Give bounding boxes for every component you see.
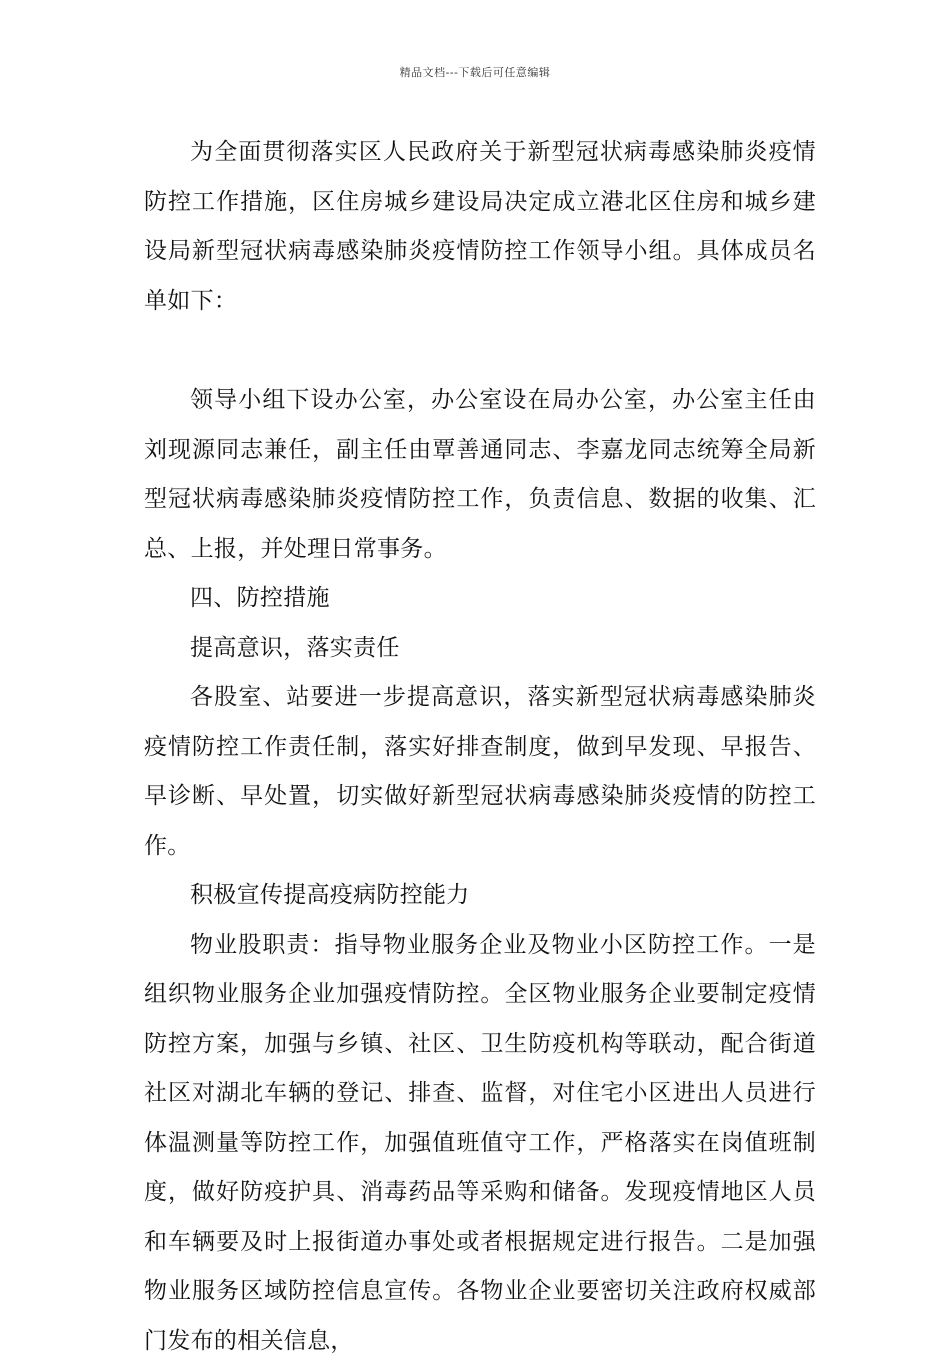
subheading-publicity: 积极宣传提高疫病防控能力 [144, 871, 816, 921]
paragraph-office: 领导小组下设办公室，办公室设在局办公室，办公室主任由刘现源同志兼任，副主任由覃善通同志、李嘉龙同志统筹全局新型冠状病毒感染肺炎疫情防控工作，负责信息、数据的收集、汇总、上报，并处理日常事务。 [144, 376, 816, 574]
page-header: 精品文档---下载后可任意编辑 [0, 64, 950, 80]
blank-gap [144, 326, 816, 376]
subheading-awareness: 提高意识，落实责任 [144, 624, 816, 674]
paragraph-intro: 为全面贯彻落实区人民政府关于新型冠状病毒感染肺炎疫情防控工作措施，区住房城乡建设局决定成立港北区住房和城乡建设局新型冠状病毒感染肺炎疫情防控工作领导小组。具体成员名单如下： [144, 128, 816, 326]
paragraph-responsibility: 各股室、站要进一步提高意识，落实新型冠状病毒感染肺炎疫情防控工作责任制，落实好排查制度，做到早发现、早报告、早诊断、早处置，切实做好新型冠状病毒感染肺炎疫情的防控工作。 [144, 673, 816, 871]
paragraph-property-duties: 物业股职责：指导物业服务企业及物业小区防控工作。一是组织物业服务企业加强疫情防控。全区物业服务企业要制定疫情防控方案，加强与乡镇、社区、卫生防疫机构等联动，配合街道社区对湖北车辆的登记、排查、监督，对住宅小区进出人员进行体温测量等防控工作，加强值班值守工作，严格落实在岗值班制度，做好防疫护具、消毒药品等采购和储备。发现疫情地区人员和车辆要及时上报街道办事处或者根据规定进行报告。二是加强物业服务区域防控信息宣传。各物业企业要密切关注政府权威部门发布的相关信息， [144, 921, 816, 1366]
section-heading-measures: 四、防控措施 [144, 574, 816, 624]
document-body [144, 128, 816, 1366]
